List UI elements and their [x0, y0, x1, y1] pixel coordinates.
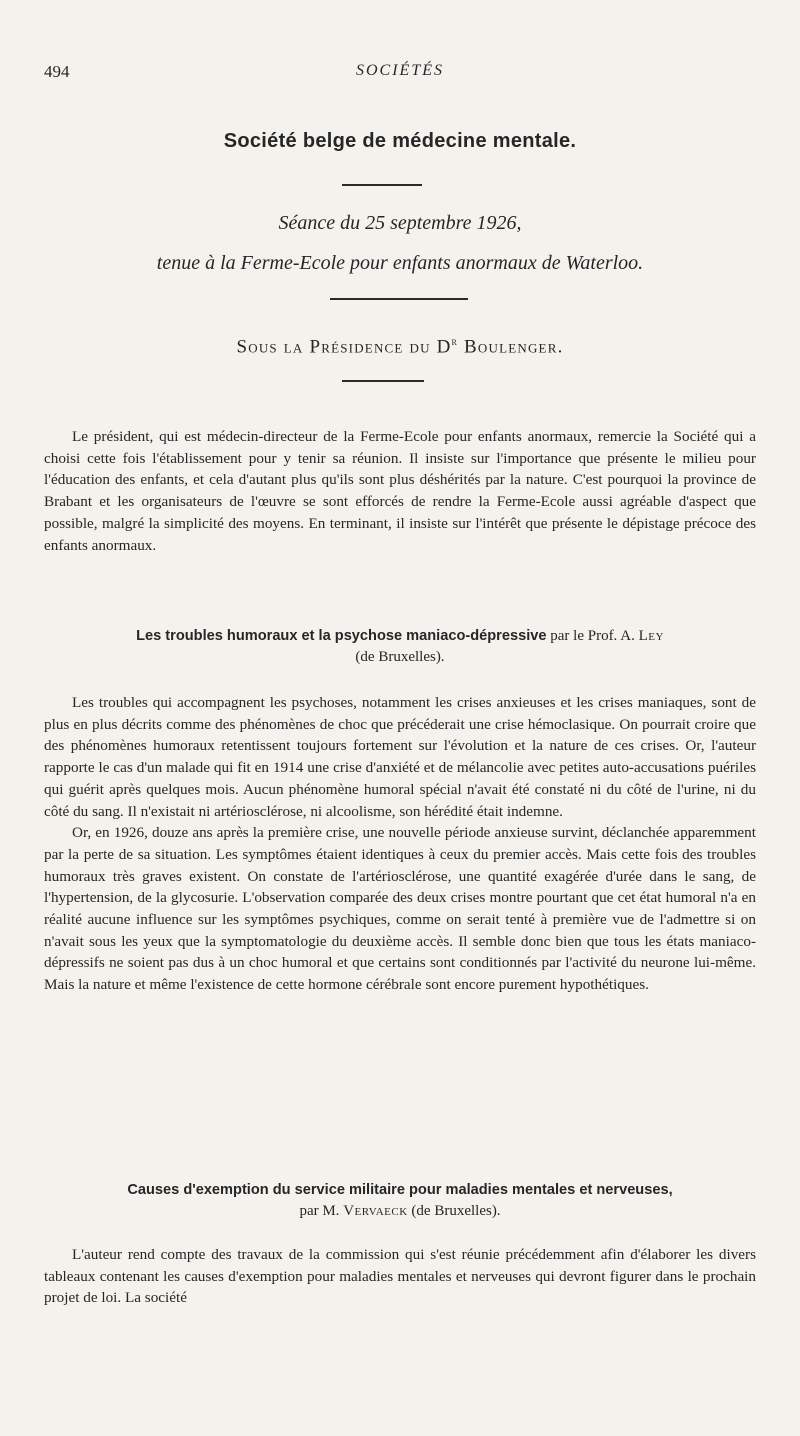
section2-heading — [44, 1180, 756, 1222]
section1-body — [44, 692, 756, 996]
section2-by: par M. — [299, 1203, 344, 1219]
intro-block — [44, 426, 756, 556]
session-line-1: Séance du 25 septembre 1926, — [278, 212, 522, 234]
section2-title: Causes d'exemption du service militaire pour maladies mentales et nerveuses, — [127, 1182, 673, 1198]
society-title: Société belge de médecine mentale. — [223, 130, 577, 152]
section2-author: Vervaeck — [343, 1203, 408, 1219]
section1-paragraph-1: Les troubles qui accompagnent les psychoses, notamment les crises anxieuses et les crises maniaques, sont de plus en plus décrits comme des phénomènes de choc que précéderait une crise hémoclasique. On pourrait croire que des phénomènes humoraux retentissent toujours fortement sur l'évolution et la nature de ces crises. Or, l'auteur rapporte le cas d'un malade qui fit en 1914 une crise d'anxiété et de mélancolie avec petites auto-accusations puériles qui guérit après quelques mois. Aucun phénomène humoral spécial n'avait été constaté ni du côté de l'urine, ni du côté du sang. Il n'existait ni artériosclérose, ni alcoolisme, son hérédité était indemne. — [44, 694, 756, 820]
intro-paragraph: Le président, qui est médecin-directeur de la Ferme-Ecole pour enfants anormaux, remercie la Société qui a choisi cette fois l'établissement pour y tenir sa réunion. Il insiste sur l'importance que présente le milieu pour l'éducation des enfants, et cela d'autant plus qu'ils sont plus déshérités par la nature. C'est pourquoi la province de Brabant et les organisateurs de l'œuvre se sont efforcés de rendre la Ferme-Ecole aussi agréable d'aspect que possible, malgré la simplicité des moyens. En terminant, il insiste sur l'intérêt que présente le dépistage précoce des enfants anormaux. — [44, 428, 756, 554]
section2-body — [44, 1244, 756, 1309]
running-head — [44, 62, 756, 86]
presidency-line — [0, 336, 800, 358]
section2-affiliation: (de Bruxelles). — [407, 1203, 501, 1219]
section2-paragraph-1: L'auteur rend compte des travaux de la commission qui s'est réunie précédemment afin d'élaborer les divers tableaux contenant les causes d'exemption pour maladies mentales et nerveuses qui devront figurer dans le prochain projet de loi. La société — [44, 1246, 756, 1307]
section1-heading — [44, 626, 756, 668]
president-name: Boulenger. — [464, 336, 564, 358]
presidency-prefix: Sous la Présidence du D — [236, 336, 452, 358]
section1-author: Ley — [638, 628, 664, 644]
section1-affiliation: (de Bruxelles). — [355, 649, 445, 665]
session-divider — [330, 298, 468, 300]
session-line-2: tenue à la Ferme-Ecole pour enfants anormaux de Waterloo. — [156, 252, 644, 274]
section1-paragraph-2: Or, en 1926, douze ans après la première crise, une nouvelle période anxieuse survint, déclanchée apparemment par la perte de sa situation. Les symptômes étaient identiques à ceux du premier accès. Mais cette fois des troubles humoraux très graves existent. On constate de l'artériosclérose, une quantité exagérée d'urée dans le sang, de l'hypertension, de la glycosurie. L'observation comparée des deux crises montre pourtant que cet état humoral n'a en réalité aucune influence sur les symptômes psychiques, comme on serait tenté à première vue de l'admettre si on n'avait sous les yeux que la symptomatologie du deuxième accès. Il semble donc bien que tous les états maniaco-dépressifs ne soient pas dus à un choc humoral et que certains sont conditionnés par l'activité du neurone lui-même. Mais la nature et même l'existence de cette hormone cérébrale sont encore purement hypothétiques. — [44, 824, 756, 994]
section1-by: par le Prof. A. — [546, 628, 639, 644]
presidency-divider — [342, 380, 424, 382]
title-divider — [342, 184, 422, 186]
section1-title: Les troubles humoraux et la psychose maniaco-dépressive — [136, 628, 547, 644]
page-number: 494 — [44, 62, 70, 81]
presidency-sup: r — [451, 336, 459, 348]
running-title: SOCIÉTÉS — [356, 62, 444, 79]
